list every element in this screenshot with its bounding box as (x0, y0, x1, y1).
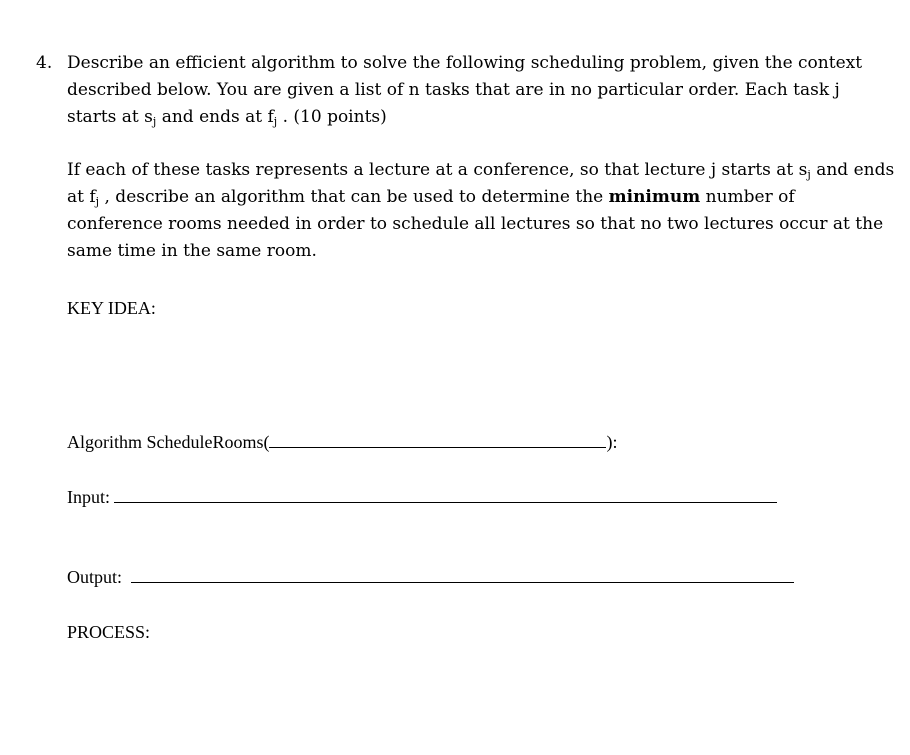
subscript: j (273, 115, 278, 128)
process-heading: PROCESS: (67, 622, 151, 642)
prompt-line: Describe an efficient algorithm to solve the following scheduling problem, given the context (67, 53, 863, 73)
output-label: Output: (67, 567, 123, 587)
algorithm-suffix: ): (606, 432, 618, 452)
emphasis-minimum: minimum (608, 187, 701, 207)
subscript: j (807, 168, 811, 181)
context-line: conference rooms needed in order to schedule all lectures so that no two lectures occur at the (67, 214, 884, 234)
subscript: j (95, 195, 100, 208)
question-number: 4. (36, 53, 53, 73)
input-label: Input: (67, 487, 110, 507)
input-blank[interactable] (114, 486, 777, 503)
context-text: , describe an algorithm that can be used to determine the (99, 187, 609, 207)
prompt-text: starts at s (67, 107, 153, 127)
context-text: If each of these tasks represents a lecture at a conference, so that lecture j starts at s (67, 160, 808, 180)
context-text: at f (67, 187, 96, 207)
question-prompt (67, 50, 882, 131)
points-label: . (10 points) (277, 107, 387, 127)
prompt-text: and ends at f (156, 107, 274, 127)
context-line (67, 184, 882, 211)
output-blank[interactable] (131, 566, 794, 583)
context-line: same time in the same room. (67, 241, 317, 261)
input-row (67, 486, 777, 508)
context-line (67, 157, 895, 184)
prompt-line: described below. You are given a list of n tasks that are in no particular order. Each task j (67, 80, 840, 100)
context-text: and ends (810, 160, 895, 180)
algorithm-params-blank[interactable] (269, 431, 606, 448)
key-idea-heading: KEY IDEA: (67, 298, 156, 318)
algorithm-signature (67, 431, 617, 453)
question-context (67, 157, 895, 265)
context-text: number of (700, 187, 795, 207)
output-row (67, 566, 794, 588)
algorithm-prefix: Algorithm ScheduleRooms( (67, 432, 270, 452)
prompt-line (67, 104, 882, 131)
subscript: j (152, 115, 157, 128)
